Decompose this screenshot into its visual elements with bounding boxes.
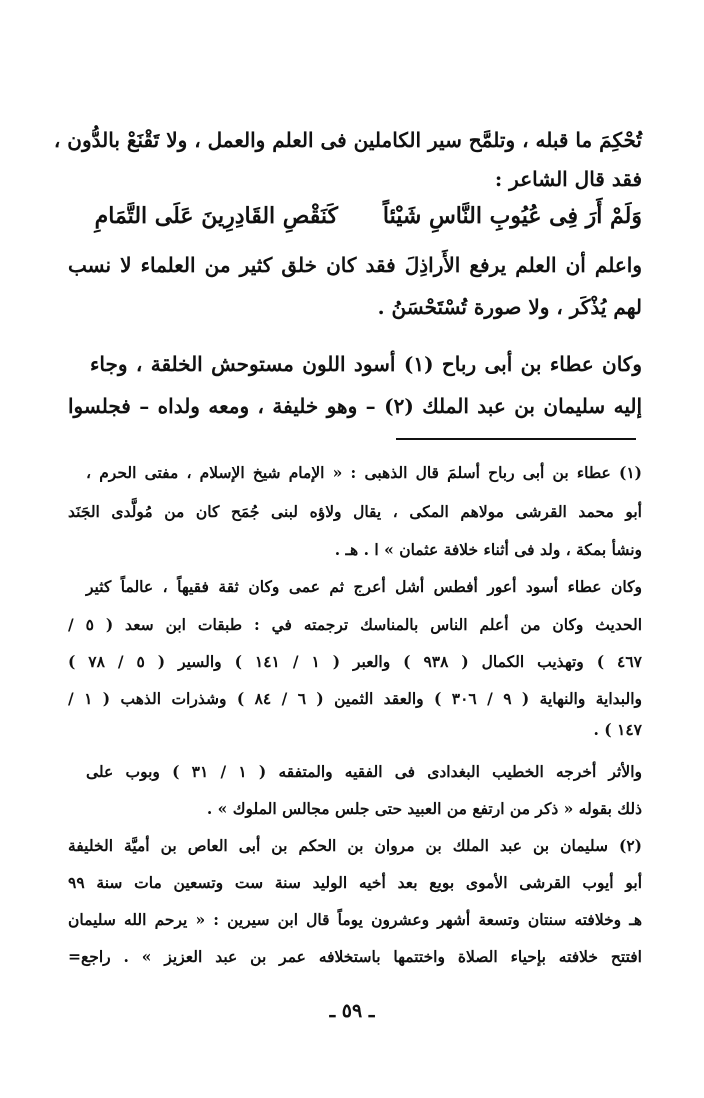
footnote-line: ٤٦٧ ) وتهذيب الكمال ( ٩٣٨ ) والعبر ( ١ / ١٤١ ) والسير ( ٥ / ٧٨ ) (68, 652, 642, 671)
footnote-line: الحديث وكان من أعلم الناس بالمناسك ترجمته في : طبقات ابن سعد ( ٥ / (68, 615, 642, 634)
footnote-separator (396, 438, 636, 440)
body-line-6: إليه سليمان بن عبد الملك (٢) – وهو خليفة ، ومعه ولداه – فجلسوا (68, 394, 643, 418)
body-line-4: لهم يُذْكَر ، ولا صورة تُسْتَحْسَنُ . (377, 295, 642, 319)
footnote-line: والبداية والنهاية ( ٩ / ٣٠٦ ) والعقد الثمين ( ٦ / ٨٤ ) وشذرات الذهب ( ١ / (68, 689, 642, 708)
verse-first-hemistich: وَلَمْ أَرَ فِى عُيُوبِ النَّاسِ شَيْئاً (382, 203, 642, 229)
body-line-2: فقد قال الشاعر : (494, 167, 642, 191)
footnote-line: ونشأ بمكة ، ولد فى أثناء خلافة عثمان » ا . هـ . (334, 540, 642, 559)
page-number: ـ ٥٩ ـ (329, 1000, 375, 1022)
footnote-line: ذلك بقوله « ذكر من ارتفع من العبيد حتى جلس مجالس الملوك » . (206, 799, 642, 818)
footnote-line: أبو أيوب القرشى الأموى بويع بعد أخيه الوليد سنة ست وتسعين مات سنة ٩٩ (68, 873, 642, 892)
verse-second-hemistich: كَنَقْصِ القَادِرِينَ عَلَى التَّمَامِ (94, 203, 338, 229)
body-line-5: وكان عطاء بن أبى رباح (١) أسود اللون مستوحش الخلقة ، وجاء (90, 352, 642, 376)
body-line-1: تُحْكِمَ ما قبله ، وتلمَّح سير الكاملين فى العلم والعمل ، ولا تَقْنَعْ بالدُّون ، (53, 128, 642, 152)
footnote-line: وكان عطاء أسود أعور أفطس أشل أعرج ثم عمى وكان ثقة فقيهاً ، عالماً كثير (86, 577, 642, 596)
footnote-line: افتتح خلافته بإحياء الصلاة واختتمها باستخلافه عمر بن عبد العزيز » . راجع= (68, 947, 642, 966)
footnote-line: (٢) سليمان بن عبد الملك بن مروان بن الحكم بن أبى العاص بن أميَّة الخليفة (68, 836, 642, 855)
footnote-line: (١) عطاء بن أبى رباح أسلمَ قال الذهبى : « الإمام شيخ الإسلام ، مفتى الحرم ، (86, 463, 642, 482)
footnote-line: والأثر أخرجه الخطيب البغدادى فى الفقيه والمتفقه ( ١ / ٣١ ) وبوب على (86, 762, 642, 781)
body-line-3: واعلم أن العلم يرفع الأَراذِلَ فقد كان خلق كثير من العلماء لا نسب (68, 253, 642, 277)
footnote-line: ١٤٧ ) . (593, 720, 642, 739)
footnote-line: هـ وخلافته سنتان وتسعة أشهر وعشرون يوماً قال ابن سيرين : « يرحم الله سليمان (68, 910, 642, 929)
footnote-line: أبو محمد القرشى مولاهم المكى ، يقال ولاؤه لبنى جُمَح كان من مُولَّدى الجَنَد (68, 502, 642, 521)
